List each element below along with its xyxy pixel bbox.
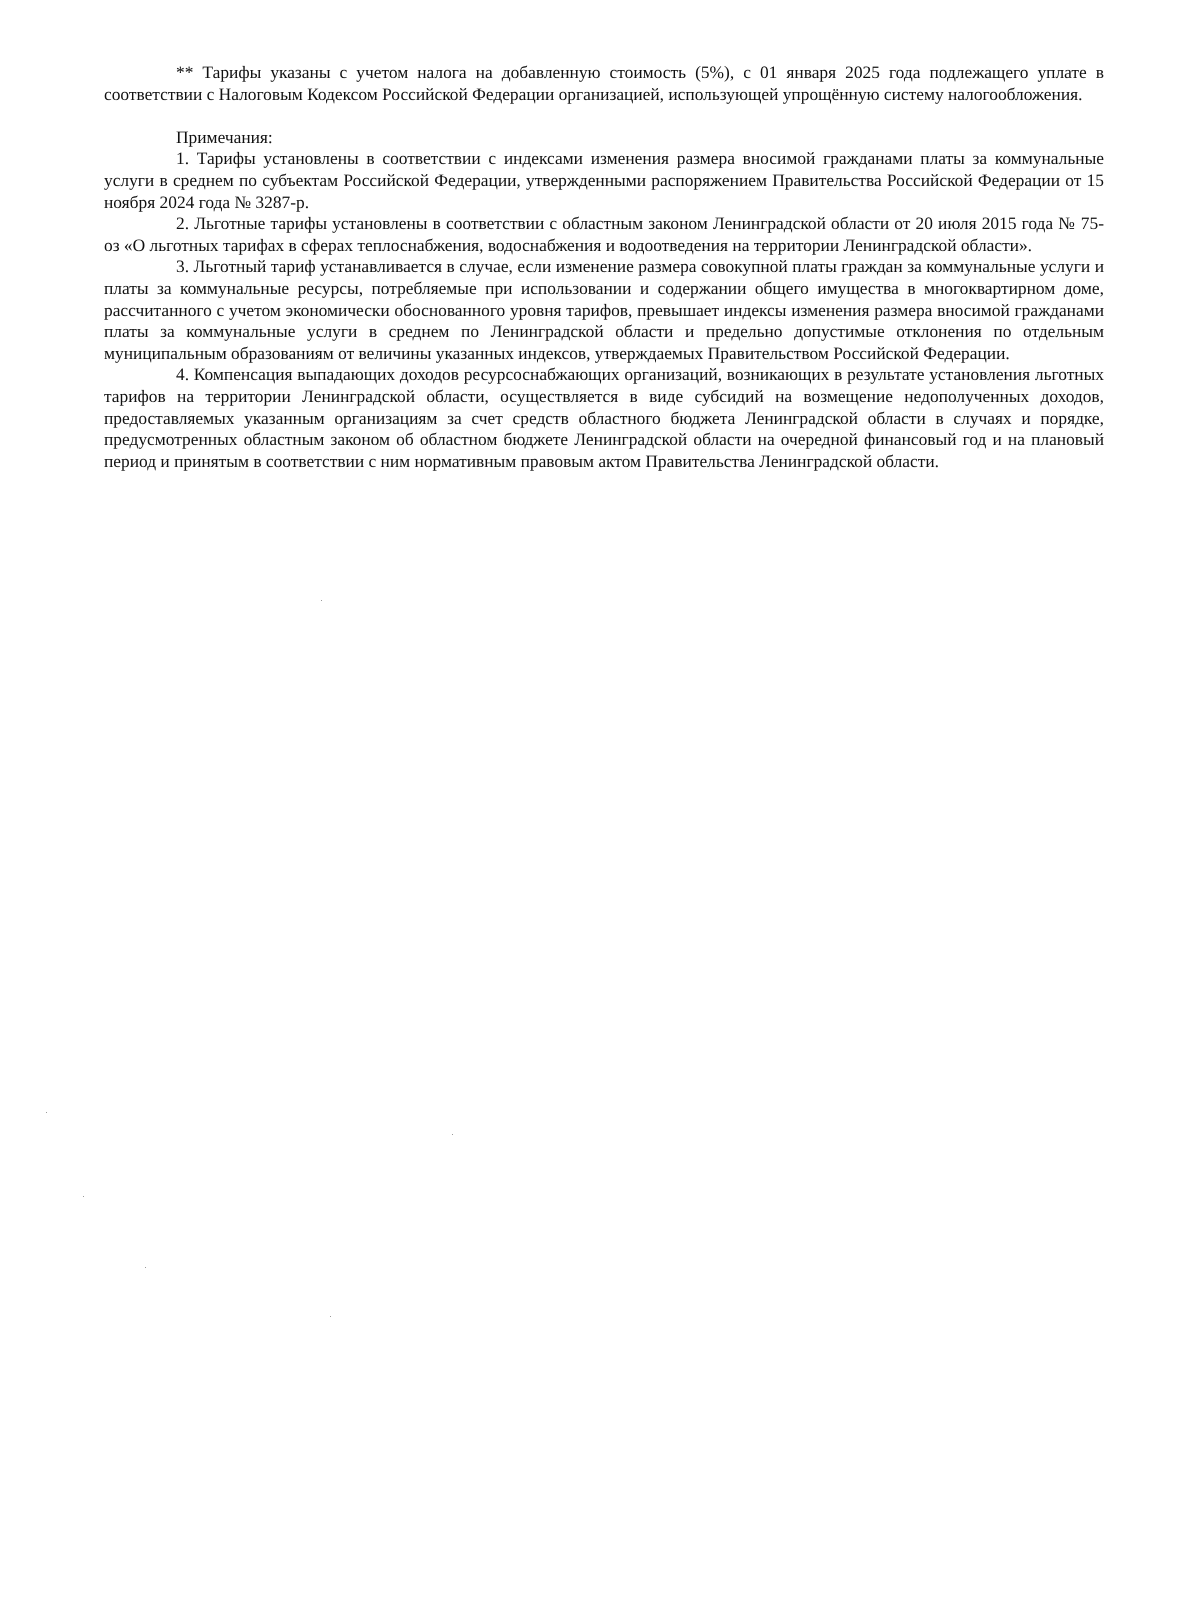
note-item-2: 2. Льготные тарифы установлены в соответствии с областным законом Ленинградской области от 20 июля 2015 года № 75-оз «О льготных тарифах в сферах теплоснабжения, водоснабжения и водоотведения на территории Ленинградской области». bbox=[104, 213, 1104, 255]
scan-speck bbox=[330, 1316, 331, 1317]
note-item-1: 1. Тарифы установлены в соответствии с индексами изменения размера вносимой гражданами платы за коммунальные услуги в среднем по субъектам Российской Федерации, утвержденными распоряжением Правительства Российской Федерации от 15 ноября 2024 года № 3287-р. bbox=[104, 148, 1104, 212]
scan-speck bbox=[46, 1112, 47, 1113]
document-body bbox=[104, 62, 1104, 472]
tax-footnote: ** Тарифы указаны с учетом налога на добавленную стоимость (5%), с 01 января 2025 года подлежащего уплате в соответствии с Налоговым Кодексом Российской Федерации организацией, использующей упрощённую систему налогообложения. bbox=[104, 62, 1104, 104]
note-item-4: 4. Компенсация выпадающих доходов ресурсоснабжающих организаций, возникающих в результате установления льготных тарифов на территории Ленинградской области, осуществляется в виде субсидий на возмещение недополученных доходов, предоставляемых указанным организациям за счет средств областного бюджета Ленинградской области в случаях и порядке, предусмотренных областным законом об областном бюджете Ленинградской области на очередной финансовый год и на плановый период и принятым в соответствии с ним нормативным правовым актом Правительства Ленинградской области. bbox=[104, 364, 1104, 471]
note-item-3: 3. Льготный тариф устанавливается в случае, если изменение размера совокупной платы граждан за коммунальные услуги и платы за коммунальные ресурсы, потребляемые при использовании и содержании общего имущества в многоквартирном доме, рассчитанного с учетом экономически обоснованного уровня тарифов, превышает индексы изменения размера вносимой гражданами платы за коммунальные услуги в среднем по Ленинградской области и предельно допустимые отклонения по отдельным муниципальным образованиям от величины указанных индексов, утверждаемых Правительством Российской Федерации. bbox=[104, 256, 1104, 363]
scan-speck bbox=[452, 1134, 453, 1135]
scan-speck bbox=[321, 600, 322, 601]
scan-speck bbox=[83, 1196, 84, 1197]
notes-heading: Примечания: bbox=[176, 126, 273, 147]
scan-speck bbox=[145, 1267, 146, 1268]
